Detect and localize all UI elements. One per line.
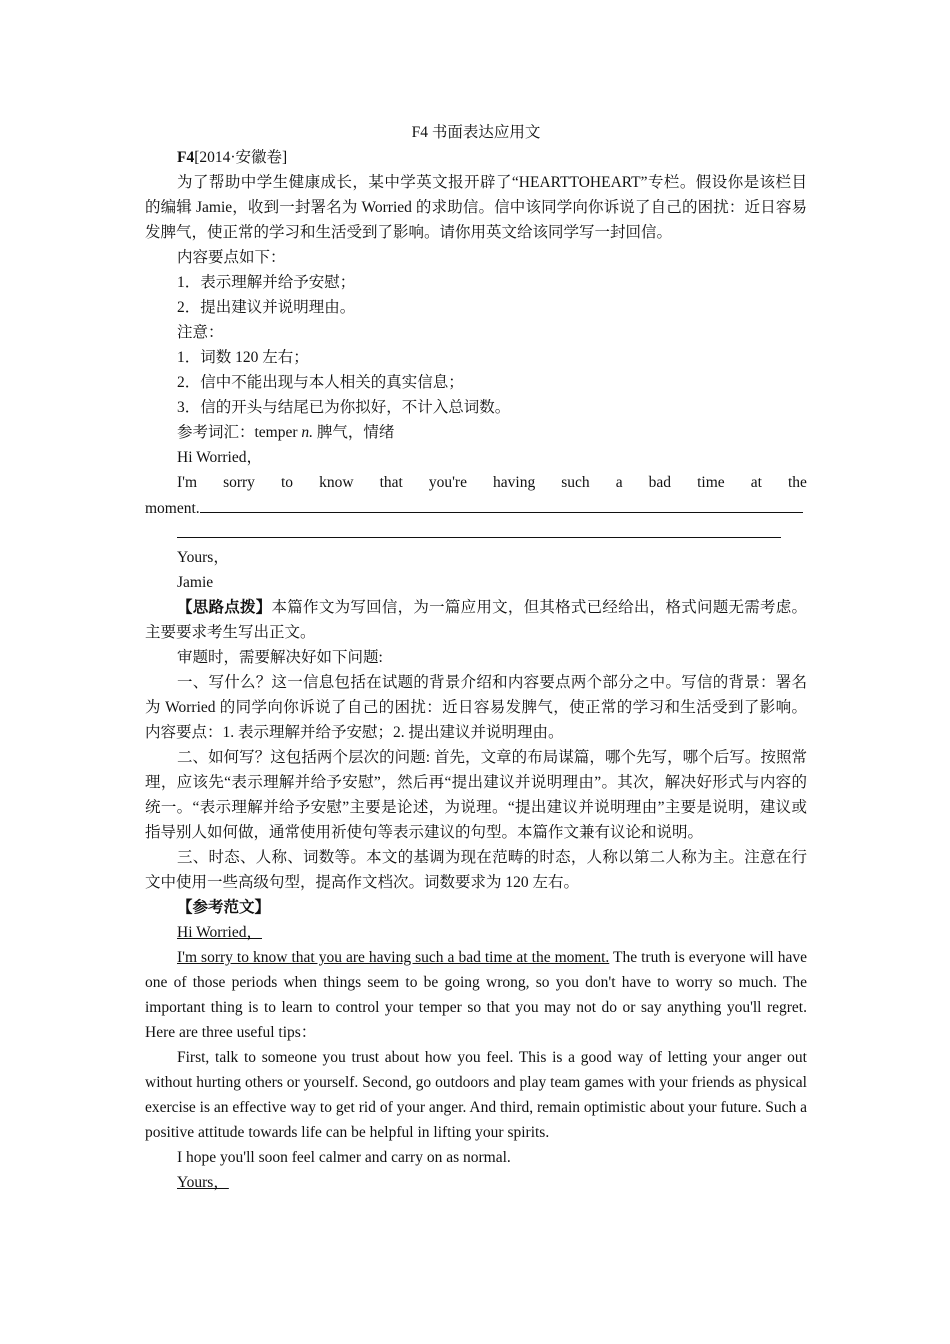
sample-paragraph-1: I'm sorry to know that you are having such a bad time at the moment. The truth is everyone will have one of those periods when things seem to be going wrong, so you don't have to worry so much. The important thing is to learn to control your temper so that you may not do or say anything you'll regret. Here are three useful tips：	[145, 949, 807, 1041]
answer-line-1: moment.	[145, 495, 807, 520]
sample-closing: Yours，	[177, 1174, 229, 1191]
opening-word: at	[750, 474, 762, 491]
blank-underline	[177, 520, 781, 538]
opening-word: sorry	[223, 474, 255, 491]
opening-word: a	[615, 474, 623, 491]
opening-word: such	[561, 474, 590, 491]
answer-line-2	[145, 520, 807, 545]
opening-word: you're	[428, 474, 467, 491]
sample-greeting: Hi Worried，	[177, 924, 262, 941]
analysis-point-2: 二、如何写？这包括两个层次的问题: 首先，文章的布局谋篇，哪个先写，哪个后写。按照常理，应该先“表示理解并给予安慰”，然后再“提出建议并说明理由”。其次，解决好形式与内容的统一。“表示理解并给予安慰”主要是论述，为说理。“提出建议并说明理由”主要是说明，建议或指导别人如何做，通常使用祈使句等表示建议的句型。本篇作文兼有议论和说明。	[145, 749, 807, 841]
opening-word: bad	[648, 474, 672, 491]
content-point: 2．提出建议并说明理由。	[177, 299, 356, 316]
content-points-label: 内容要点如下：	[177, 249, 286, 266]
sample-paragraph-3: I hope you'll soon feel calmer and carry on as normal.	[177, 1149, 511, 1166]
analysis-point-1: 一、写什么？这一信息包括在试题的背景介绍和内容要点两个部分之中。写信的背景：署名为 Worried 的同学向你诉说了自己的困扰：近日容易发脾气，使正常的学习和生活受到了影响。内容要点：1. 表示理解并给予安慰；2. 提出建议并说明理由。	[145, 674, 807, 741]
template-greeting: Hi Worried，	[177, 449, 262, 466]
opening-word: I'm	[177, 474, 198, 491]
blank-underline	[200, 495, 803, 513]
question-source: [2014·安徽卷]	[194, 149, 288, 166]
opening-word: to	[280, 474, 294, 491]
template-closing: Yours，	[177, 549, 229, 566]
vocab-pos: n.	[301, 424, 314, 441]
opening-word: time	[697, 474, 725, 491]
analysis-lead: 审题时，需要解决好如下问题:	[177, 649, 383, 666]
prompt-paragraph: 为了帮助中学生健康成长，某中学英文报开辟了“HEARTTOHEART”专栏。假设你是该栏目的编辑 Jamie，收到一封署名为 Worried 的求助信。信中该同学向你诉说了自己的困扰：近日容易发脾气，使正常的学习和生活受到了影响。请你用英文给该同学写一封回信。	[145, 174, 807, 241]
content-point: 1．表示理解并给予安慰；	[177, 274, 356, 291]
analysis-heading: 【思路点拨】	[177, 599, 272, 616]
sample-paragraph-2: First, talk to someone you trust about how you feel. This is a good way of letting your anger out without hurting others or yourself. Second, go outdoors and play team games with your friends as physical exercise is an effective way to get rid of your anger. And third, remain optimistic about your future. Such a positive attitude towards life can be helpful in lifting your spirits.	[145, 1049, 807, 1141]
sample-heading: 【参考范文】	[177, 899, 271, 916]
note-item: 1．词数 120 左右；	[177, 349, 309, 366]
analysis-intro: 【思路点拨】本篇作文为写回信，为一篇应用文，但其格式已经给出，格式问题无需考虑。主要要求考生写出正文。	[145, 599, 807, 641]
opening-word: that	[379, 474, 403, 491]
vocab-hint: 参考词汇：temper n. 脾气，情绪	[177, 424, 395, 441]
template-signature: Jamie	[177, 574, 214, 591]
opening-word: know	[319, 474, 354, 491]
template-opening-line	[145, 470, 807, 495]
document-page	[145, 120, 807, 1195]
analysis-point-3: 三、时态、人称、词数等。本文的基调为现在范畴的时态，人称以第二人称为主。注意在行文中使用一些高级句型，提高作文档次。词数要求为 120 左右。	[145, 849, 807, 891]
note-item: 2．信中不能出现与本人相关的真实信息；	[177, 374, 464, 391]
opening-word: having	[493, 474, 536, 491]
given-opening: I'm sorry to know that you are having such a bad time at the moment.	[177, 949, 610, 966]
note-item: 3．信的开头与结尾已为你拟好，不计入总词数。	[177, 399, 511, 416]
page-title: F4 书面表达应用文	[411, 124, 541, 141]
notes-label: 注意：	[177, 324, 224, 341]
question-code: F4	[177, 149, 195, 166]
opening-word: the	[787, 474, 807, 491]
source-line	[145, 145, 807, 170]
